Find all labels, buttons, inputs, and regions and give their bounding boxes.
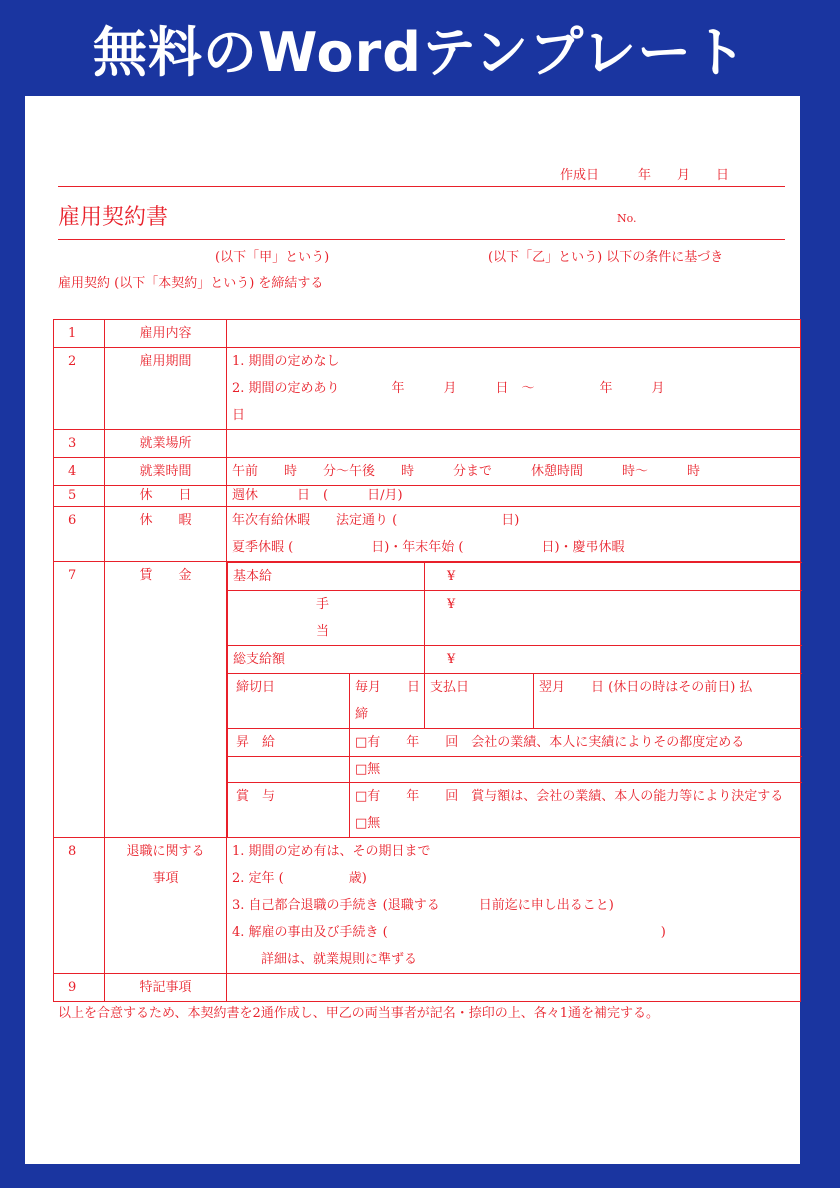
row-label: 雇用期間	[139, 354, 192, 369]
party-a-label: (以下「甲」という)	[215, 250, 330, 265]
row-label: 退職に関する	[126, 844, 205, 859]
contract-table	[53, 319, 801, 1002]
period-option-2-cont: 日	[232, 408, 246, 423]
header-line-top	[58, 186, 785, 187]
row-number: 3	[68, 436, 77, 451]
closing-date-suffix: 締	[355, 707, 369, 722]
row-holidays	[54, 486, 801, 507]
closing-date-label: 締切日	[236, 680, 276, 695]
work-hours-field[interactable]	[227, 458, 801, 486]
employment-content-field[interactable]	[227, 320, 801, 348]
date-label: 作成日 年 月 日	[560, 168, 730, 183]
row-retirement	[54, 838, 801, 974]
row-number: 2	[68, 354, 77, 369]
header-line-bottom	[58, 239, 785, 240]
footer-text: 以上を合意するため、本契約書を2通作成し、甲乙の両当事者が記名・捺印の上、各々1通を補完する。	[58, 1006, 660, 1021]
retirement-item-1: 1. 期間の定め有は、その期日まで	[232, 844, 431, 859]
bonus-field[interactable]	[350, 783, 802, 838]
row-number: 1	[68, 326, 77, 341]
raise-yes-field[interactable]	[350, 729, 802, 757]
payday-label: 支払日	[430, 680, 470, 695]
row-label: 雇用内容	[139, 326, 192, 341]
raise-no-field[interactable]	[350, 757, 802, 783]
closing-date-field[interactable]	[350, 674, 425, 729]
allowance-field[interactable]	[425, 591, 802, 646]
row-work-location	[54, 430, 801, 458]
row-special-notes	[54, 974, 801, 1002]
holidays-field[interactable]	[227, 486, 801, 507]
retirement-item-2: 2. 定年 ( 歳)	[232, 871, 367, 886]
party-b-label: (以下「乙」という) 以下の条件に基づき	[488, 250, 724, 265]
work-hours-text: 午前 時 分～午後 時 分まで 休憩時間 時～ 時	[232, 464, 701, 479]
row-label: 就業時間	[139, 464, 192, 479]
raise-no-text: □無	[355, 762, 381, 777]
document-page	[25, 96, 800, 1164]
retirement-item-4: 4. 解雇の事由及び手続き ( )	[232, 925, 666, 940]
row-label: 休 日	[139, 488, 192, 503]
row-number: 6	[68, 513, 77, 528]
payday-field[interactable]	[534, 674, 802, 729]
allowance-label-2: 当	[316, 624, 330, 639]
row-label: 賃 金	[139, 568, 192, 583]
retirement-field[interactable]	[227, 838, 801, 974]
banner-title: 無料のWordテンプレート	[92, 20, 748, 84]
yen-sign: ¥	[447, 569, 456, 584]
seasonal-leave-text: 夏季休暇 ( 日)・年末年始 ( 日)・慶弔休暇	[232, 540, 625, 555]
bonus-no-text: □無	[355, 816, 381, 831]
retirement-note: 詳細は、就業規則に準ずる	[261, 952, 418, 967]
row-work-hours	[54, 458, 801, 486]
wages-field	[227, 562, 801, 838]
base-salary-label: 基本給	[233, 569, 273, 584]
retirement-item-3: 3. 自己都合退職の手続き (退職する 日前迄に申し出ること)	[232, 898, 614, 913]
row-number: 5	[68, 488, 77, 503]
row-label: 就業場所	[139, 436, 192, 451]
number-label: No.	[617, 212, 637, 225]
raise-label: 昇 給	[236, 735, 276, 750]
base-salary-field[interactable]	[425, 563, 802, 591]
total-pay-field[interactable]	[425, 646, 802, 674]
row-number: 8	[68, 844, 77, 859]
leave-field[interactable]	[227, 507, 801, 562]
row-label: 休 暇	[139, 513, 192, 528]
work-location-field[interactable]	[227, 430, 801, 458]
wages-subtable	[227, 562, 802, 837]
period-option-2: 2. 期間の定めあり 年 月 日 ～ 年 月	[232, 381, 665, 396]
period-option-1: 1. 期間の定めなし	[232, 354, 340, 369]
bonus-yes-text: □有 年 回 賞与額は、会社の業績、本人の能力等により決定する	[355, 789, 784, 804]
row-employment-content	[54, 320, 801, 348]
closing-date-text: 毎月 日	[355, 680, 421, 695]
total-pay-label: 総支給額	[233, 652, 286, 667]
paid-leave-text: 年次有給休暇 法定通り ( 日)	[232, 513, 520, 528]
row-leave	[54, 507, 801, 562]
row-number: 4	[68, 464, 77, 479]
contract-intro: 雇用契約 (以下「本契約」という) を締結する	[58, 276, 324, 291]
row-wages	[54, 562, 801, 838]
document-title: 雇用契約書	[58, 205, 169, 230]
row-label: 特記事項	[139, 980, 192, 995]
row-employment-period	[54, 348, 801, 430]
row-number: 7	[68, 568, 77, 583]
yen-sign: ¥	[447, 597, 456, 612]
banner	[0, 0, 840, 96]
row-label-cont: 事項	[152, 871, 179, 886]
holidays-text: 週休 日 ( 日/月)	[232, 488, 403, 503]
special-notes-field[interactable]	[227, 974, 801, 1002]
row-number: 9	[68, 980, 77, 995]
employment-period-field[interactable]	[227, 348, 801, 430]
allowance-label-1: 手	[316, 597, 330, 612]
raise-yes-text: □有 年 回 会社の業績、本人に実績によりその都度定める	[355, 735, 745, 750]
bonus-label: 賞 与	[236, 789, 276, 804]
yen-sign: ¥	[447, 652, 456, 667]
payday-text: 翌月 日 (休日の時はその前日) 払	[539, 680, 753, 695]
